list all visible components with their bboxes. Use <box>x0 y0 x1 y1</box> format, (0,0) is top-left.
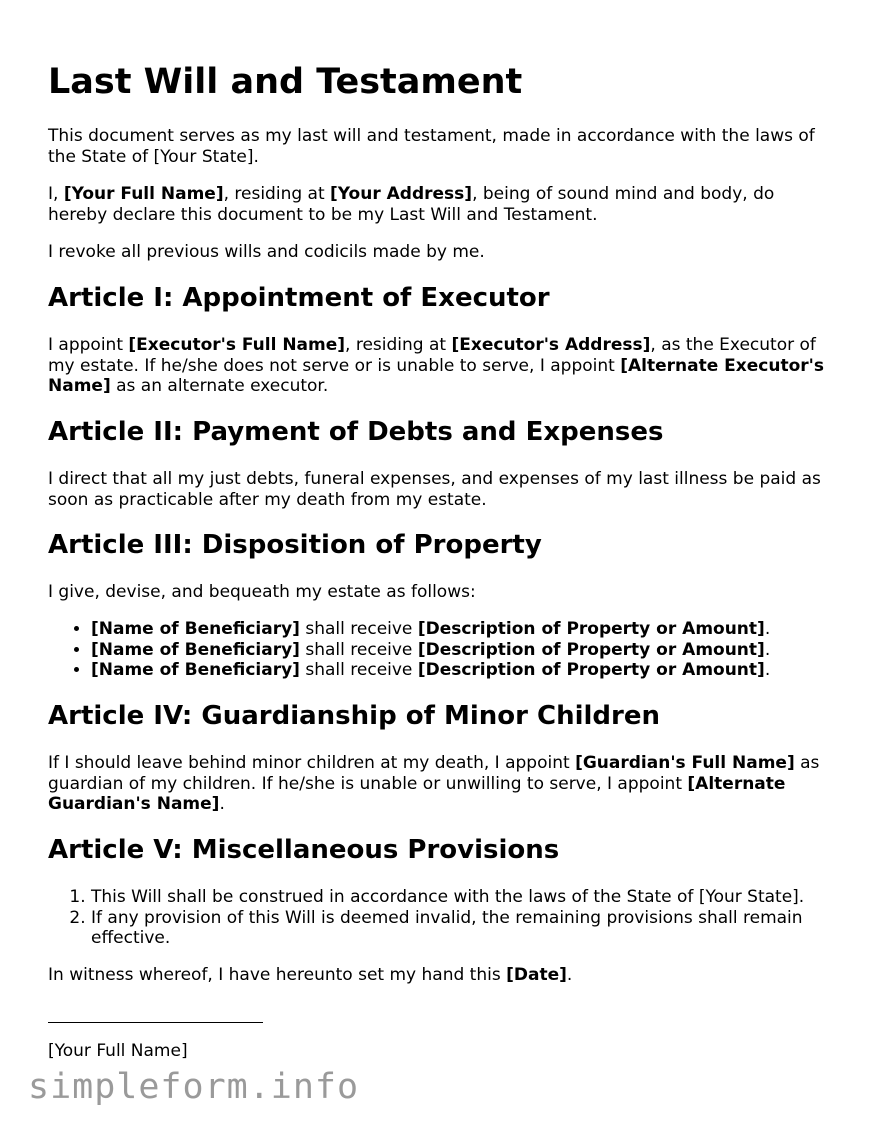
list-item: • [Name of Beneficiary] shall receive [Description of Property or Amount]. <box>91 640 841 661</box>
article-4-text: If I should leave behind minor children at my death, I appoint [Guardian's Full Name] as guardian of my children. If he/she is unable or unwilling to serve, I appoint [Alternate Guardian's Name]. <box>48 753 820 814</box>
list-item: 1. This Will shall be construed in accordance with the laws of the State of [Your State]. <box>91 887 841 908</box>
intro-paragraph-2: I, [Your Full Name], residing at [Your Address], being of sound mind and body, do hereby declare this document to be my Last Will and Testament. <box>48 184 775 225</box>
date-placeholder: [Date] <box>506 965 567 985</box>
signature-name: [Your Full Name] <box>48 1041 188 1061</box>
list-item: 2. If any provision of this Will is deemed invalid, the remaining provisions shall remain effective. <box>91 908 841 949</box>
article-5-heading: Article V: Miscellaneous Provisions <box>48 835 560 865</box>
watermark: simpleform.info <box>28 1067 360 1107</box>
alternate-guardian-placeholder: [Alternate Guardian's Name] <box>48 773 786 814</box>
alternate-executor-placeholder: [Alternate Executor's Name] <box>48 355 824 396</box>
article-3-text: I give, devise, and bequeath my estate as follows: <box>48 582 476 602</box>
article-1-heading: Article I: Appointment of Executor <box>48 283 550 313</box>
testator-address-placeholder: [Your Address] <box>330 184 473 204</box>
provisions-list <box>48 887 841 949</box>
article-1-text: I appoint [Executor's Full Name], residing at [Executor's Address], as the Executor of my estate. If he/she does not serve or is unable to serve, I appoint [Alternate Executor's Name] as an alternate executor. <box>48 335 824 396</box>
bequest-list <box>48 619 841 681</box>
guardian-name-placeholder: [Guardian's Full Name] <box>575 753 795 773</box>
article-2-heading: Article II: Payment of Debts and Expenses <box>48 417 664 447</box>
testator-name-placeholder: [Your Full Name] <box>63 184 224 204</box>
executor-address-placeholder: [Executor's Address] <box>451 335 651 355</box>
article-2-text: I direct that all my just debts, funeral expenses, and expenses of my last illness be paid as soon as practicable after my death from my estate. <box>48 469 821 510</box>
witness-statement: In witness whereof, I have hereunto set my hand this [Date]. <box>48 965 573 985</box>
article-4-heading: Article IV: Guardianship of Minor Children <box>48 701 660 731</box>
signature-line <box>48 1022 263 1023</box>
list-item: • [Name of Beneficiary] shall receive [Description of Property or Amount]. <box>91 619 841 640</box>
article-3-heading: Article III: Disposition of Property <box>48 530 542 560</box>
executor-name-placeholder: [Executor's Full Name] <box>128 335 346 355</box>
page-title: Last Will and Testament <box>48 62 523 102</box>
intro-paragraph-3: I revoke all previous wills and codicils made by me. <box>48 242 485 262</box>
intro-paragraph-1: This document serves as my last will and testament, made in accordance with the laws of the State of [Your State]. <box>48 126 815 167</box>
list-item: • [Name of Beneficiary] shall receive [Description of Property or Amount]. <box>91 660 841 681</box>
